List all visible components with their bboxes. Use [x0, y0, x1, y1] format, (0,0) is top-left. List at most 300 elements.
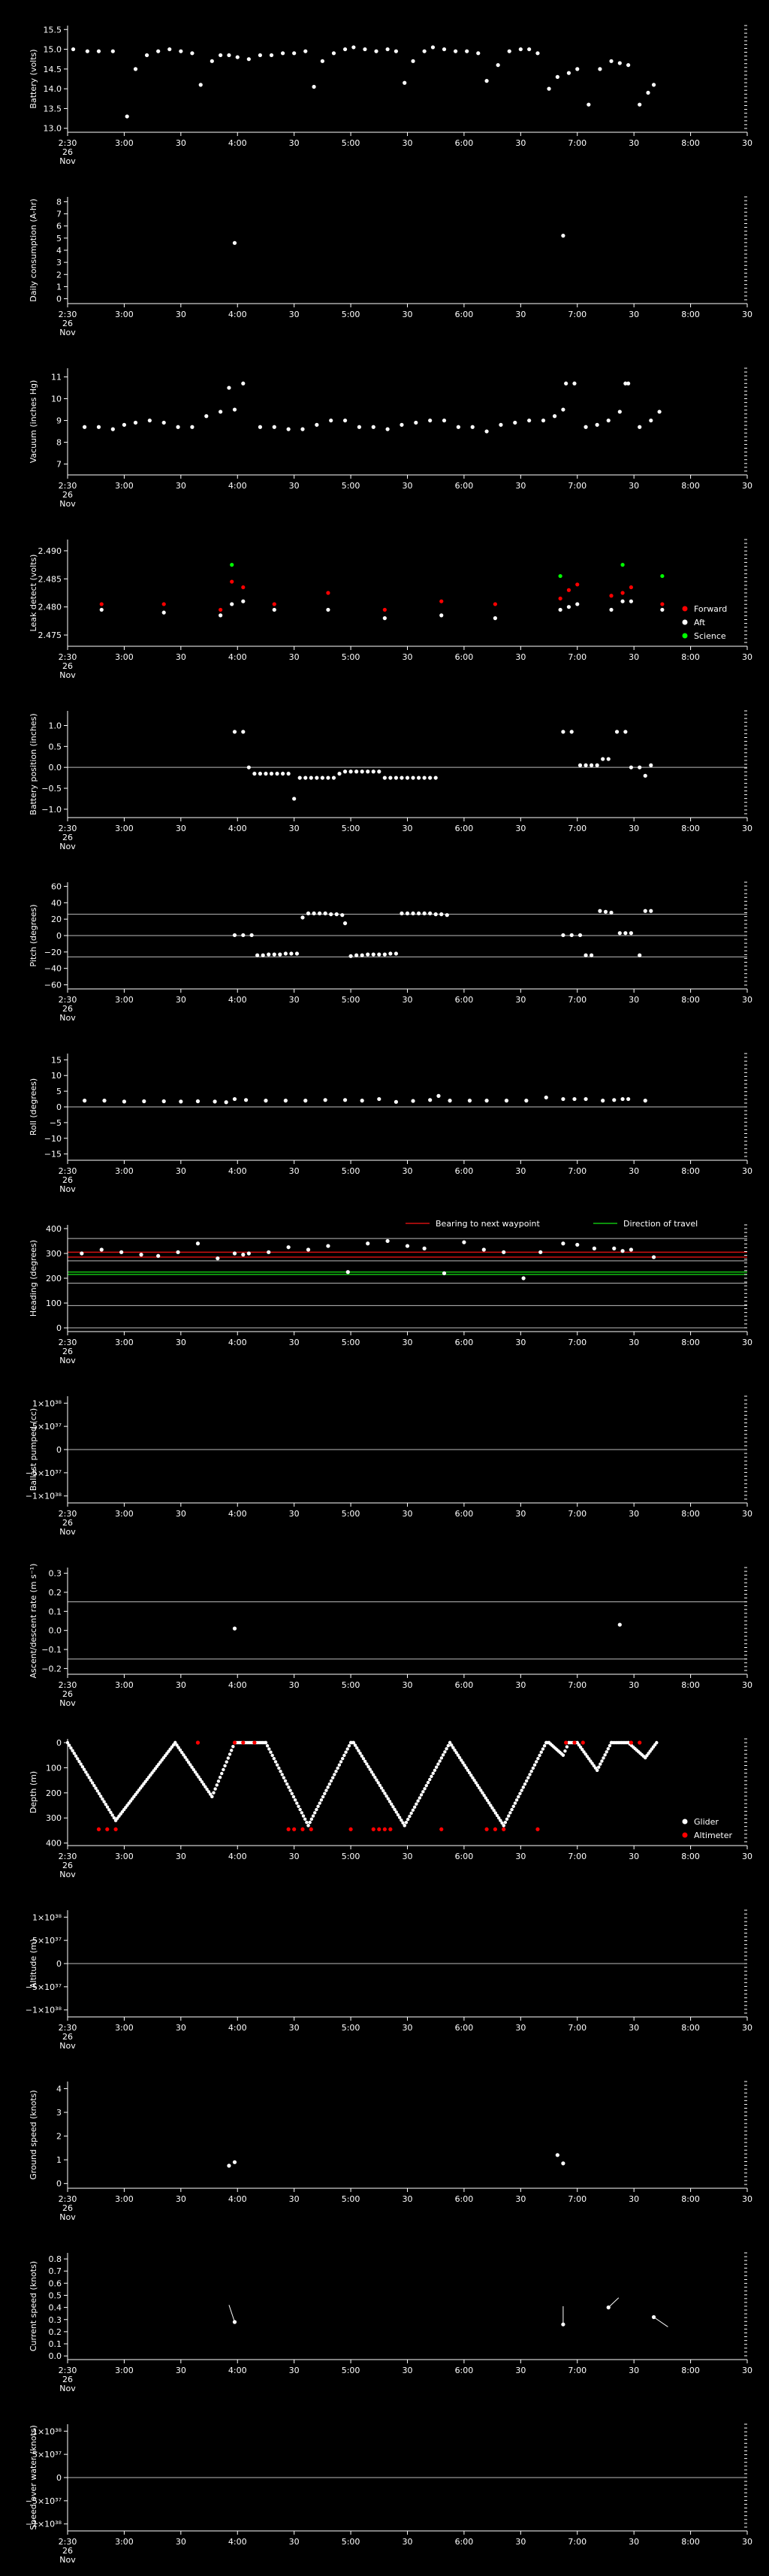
- x-tick-label: 5:00: [341, 2366, 360, 2375]
- x-tick-label: 30: [175, 1509, 186, 1519]
- data-point: [292, 51, 296, 55]
- data-point: [196, 1740, 200, 1744]
- data-point: [638, 103, 641, 107]
- y-axis-label: Roll (degrees): [29, 1078, 38, 1136]
- data-point: [527, 419, 531, 422]
- data-point: [342, 1754, 345, 1757]
- x-tick-label: 4:00: [228, 138, 247, 148]
- x-tick-label: Nov: [59, 499, 76, 509]
- x-tick-label: 4:00: [228, 2023, 247, 2033]
- x-tick-label: 5:00: [341, 1338, 360, 1347]
- data-point: [528, 1773, 531, 1776]
- data-point: [216, 1256, 219, 1260]
- x-tick-label: 30: [288, 2366, 300, 2375]
- data-point: [607, 1747, 610, 1750]
- y-tick-label: 0.8: [48, 2254, 62, 2265]
- data-point: [354, 954, 358, 957]
- data-point: [298, 776, 302, 779]
- data-point: [561, 407, 565, 411]
- legend-label: Bearing to next waypoint: [436, 1219, 540, 1229]
- data-point: [608, 1744, 611, 1747]
- data-point: [559, 597, 562, 600]
- data-point: [326, 591, 330, 594]
- y-tick-label: 13.0: [43, 123, 62, 134]
- x-tick-label: 2:30: [58, 2194, 77, 2204]
- x-tick-label: 30: [742, 1680, 752, 1690]
- data-point: [162, 1099, 166, 1103]
- x-tick-label: 2:30: [58, 652, 77, 662]
- x-tick-label: 30: [629, 2366, 640, 2375]
- data-point: [241, 382, 245, 385]
- data-point: [223, 1764, 226, 1767]
- data-point: [336, 1767, 339, 1770]
- data-point: [309, 776, 313, 779]
- data-point: [279, 1770, 282, 1773]
- data-point: [601, 757, 605, 760]
- data-point: [162, 611, 166, 615]
- x-tick-label: 7:00: [568, 1509, 587, 1519]
- x-tick-label: 30: [629, 652, 640, 662]
- data-point: [273, 1757, 276, 1760]
- data-point: [316, 1805, 319, 1808]
- data-point: [219, 410, 222, 413]
- y-tick-label: −5×10³⁷: [25, 2496, 62, 2506]
- x-tick-label: 30: [175, 995, 186, 1005]
- y-tick-label: 0: [56, 1102, 62, 1112]
- data-point: [100, 602, 104, 606]
- data-point: [638, 425, 641, 429]
- x-tick-label: Nov: [59, 1527, 76, 1537]
- x-tick-label: 5:00: [341, 2194, 360, 2204]
- x-tick-label: 8:00: [681, 2366, 700, 2375]
- data-point: [377, 1828, 381, 1831]
- data-point: [629, 931, 633, 935]
- x-tick-label: 6:00: [454, 1509, 474, 1519]
- y-tick-label: 0.7: [48, 2266, 62, 2277]
- data-point: [343, 1098, 347, 1102]
- y-tick-label: 2.480: [38, 602, 62, 612]
- y-tick-label: 0: [56, 1445, 62, 1455]
- data-point: [618, 410, 622, 413]
- data-point: [604, 910, 608, 914]
- data-point: [388, 1828, 392, 1831]
- x-tick-label: 6:00: [454, 1338, 474, 1347]
- data-point: [241, 585, 245, 589]
- data-point: [514, 1801, 517, 1804]
- data-point: [439, 912, 443, 916]
- data-point: [409, 1812, 412, 1815]
- y-axis-label: Vacuum (inches Hg): [29, 379, 38, 464]
- data-point: [618, 931, 622, 935]
- x-tick-label: 2:30: [58, 138, 77, 148]
- data-point: [388, 951, 392, 955]
- y-tick-label: 20: [51, 915, 62, 925]
- data-point: [567, 605, 571, 609]
- chart-panel-9: [0, 1548, 769, 1719]
- data-point: [513, 421, 517, 425]
- x-tick-label: 30: [402, 310, 413, 319]
- y-tick-label: 0.5: [48, 2290, 62, 2301]
- data-point: [540, 1751, 543, 1754]
- data-point: [439, 613, 443, 617]
- y-axis-label: Ballast pumped (cc): [29, 1407, 38, 1492]
- data-point: [443, 1750, 446, 1753]
- data-point: [366, 1241, 369, 1245]
- y-tick-label: −60: [44, 980, 62, 990]
- data-point: [403, 1824, 406, 1827]
- data-point: [344, 1751, 347, 1754]
- legend-label: Altimeter: [694, 1831, 733, 1840]
- data-point: [320, 1798, 323, 1801]
- x-tick-label: 26: [62, 319, 73, 328]
- data-point: [587, 103, 590, 107]
- x-tick-label: 30: [515, 1166, 526, 1176]
- y-tick-label: −40: [44, 963, 62, 974]
- x-tick-label: 2:30: [58, 310, 77, 319]
- x-tick-label: 26: [62, 2375, 73, 2384]
- x-tick-label: 8:00: [681, 995, 700, 1005]
- y-tick-label: 7: [56, 209, 62, 219]
- data-point: [584, 425, 587, 429]
- y-tick-label: 2.475: [38, 630, 62, 641]
- data-point: [415, 1802, 418, 1805]
- data-point: [590, 763, 593, 767]
- x-tick-label: 30: [742, 2366, 752, 2375]
- data-point: [406, 776, 409, 779]
- x-tick-label: 30: [742, 1509, 752, 1519]
- x-tick-label: 8:00: [681, 2023, 700, 2033]
- data-point: [405, 1821, 408, 1824]
- data-point: [343, 419, 347, 422]
- y-tick-label: 0: [56, 1959, 62, 1969]
- data-point: [287, 1785, 290, 1788]
- data-point: [547, 87, 550, 91]
- data-point: [434, 912, 438, 916]
- data-point: [564, 382, 568, 385]
- legend-label: Forward: [694, 604, 728, 614]
- data-point: [593, 1247, 596, 1250]
- x-tick-label: 30: [515, 138, 526, 148]
- data-point: [658, 410, 662, 413]
- data-point: [386, 1239, 390, 1243]
- data-point: [522, 1276, 526, 1280]
- y-axis-label: Pitch (degrees): [29, 904, 38, 967]
- x-tick-label: 5:00: [341, 481, 360, 491]
- data-point: [620, 600, 624, 603]
- x-tick-label: Nov: [59, 2212, 76, 2222]
- data-point: [408, 1815, 411, 1818]
- data-point: [425, 1784, 428, 1787]
- legend-swatch: [683, 620, 688, 625]
- data-point: [306, 1247, 310, 1251]
- data-point: [484, 79, 488, 83]
- data-point: [567, 588, 571, 592]
- data-point: [561, 234, 565, 237]
- x-tick-label: 30: [742, 995, 752, 1005]
- data-point: [421, 1790, 424, 1793]
- data-point: [561, 1097, 565, 1101]
- data-point: [618, 1622, 622, 1626]
- data-point: [442, 47, 446, 51]
- y-tick-label: 5×10³⁷: [32, 2450, 62, 2460]
- x-tick-label: 4:00: [228, 310, 247, 319]
- y-tick-label: 1×10³⁸: [32, 2426, 62, 2437]
- data-point: [71, 47, 75, 51]
- data-point: [533, 1763, 536, 1766]
- data-point: [584, 954, 587, 957]
- data-point: [363, 47, 366, 51]
- x-tick-label: 5:00: [341, 1852, 360, 1861]
- data-point: [564, 1740, 568, 1744]
- data-point: [484, 1099, 488, 1102]
- x-tick-label: 30: [402, 2366, 413, 2375]
- data-point: [312, 85, 315, 89]
- data-point: [505, 1099, 508, 1102]
- x-tick-label: 30: [288, 2194, 300, 2204]
- data-point: [80, 1251, 83, 1255]
- data-point: [515, 1798, 518, 1801]
- x-tick-label: 3:00: [115, 1852, 134, 1861]
- data-point: [423, 1787, 426, 1790]
- x-tick-label: 30: [629, 1338, 640, 1347]
- x-tick-label: 4:00: [228, 652, 247, 662]
- data-point: [247, 766, 251, 769]
- data-point: [196, 1099, 200, 1103]
- data-point: [190, 425, 194, 429]
- data-point: [267, 953, 270, 957]
- x-tick-label: 30: [742, 1166, 752, 1176]
- data-point: [394, 951, 398, 955]
- data-point: [372, 1828, 375, 1831]
- y-axis-label: Altitude (m): [29, 1939, 38, 1988]
- data-point: [439, 600, 443, 603]
- data-point: [383, 616, 387, 620]
- x-tick-label: 6:00: [454, 310, 474, 319]
- data-point: [596, 423, 599, 427]
- x-tick-label: 30: [175, 2537, 186, 2547]
- x-tick-label: 30: [402, 138, 413, 148]
- data-point: [252, 1740, 256, 1744]
- data-point: [553, 414, 556, 418]
- x-tick-label: 30: [288, 2023, 300, 2033]
- data-point: [386, 47, 390, 51]
- data-point: [303, 776, 307, 779]
- data-point: [360, 954, 364, 957]
- x-tick-label: 2:30: [58, 1338, 77, 1347]
- y-tick-label: 9: [56, 416, 62, 426]
- y-tick-label: 0.2: [48, 1587, 62, 1598]
- x-tick-label: 30: [742, 481, 752, 491]
- data-point: [598, 67, 602, 71]
- data-point: [343, 47, 347, 51]
- x-tick-label: 7:00: [568, 652, 587, 662]
- data-point: [333, 1773, 336, 1776]
- data-point: [638, 766, 641, 769]
- x-tick-label: 6:00: [454, 2537, 474, 2547]
- data-point: [219, 613, 222, 617]
- y-axis-label: Ascent/descent rate (m s⁻¹): [29, 1563, 38, 1679]
- data-point: [341, 1757, 344, 1760]
- data-point: [400, 423, 403, 427]
- data-point: [241, 1740, 245, 1744]
- data-point: [233, 730, 237, 733]
- data-point: [258, 772, 262, 776]
- x-tick-label: 5:00: [341, 824, 360, 833]
- data-point: [462, 1241, 466, 1244]
- data-point: [602, 1756, 605, 1759]
- y-tick-label: 13.5: [43, 104, 62, 114]
- data-point: [97, 425, 101, 429]
- y-tick-label: 0: [56, 2473, 62, 2483]
- data-point: [411, 1099, 415, 1102]
- x-tick-label: 30: [742, 2194, 752, 2204]
- legend-swatch: [683, 633, 688, 639]
- data-point: [219, 608, 222, 612]
- data-point: [199, 83, 203, 86]
- data-point: [318, 1801, 321, 1804]
- data-point: [428, 776, 432, 779]
- data-point: [264, 1741, 267, 1744]
- data-point: [233, 1627, 237, 1631]
- data-point: [134, 67, 137, 71]
- data-point: [570, 730, 574, 733]
- data-point: [427, 1781, 430, 1784]
- data-point: [179, 50, 182, 53]
- data-point: [247, 57, 251, 61]
- y-tick-label: −1×10³⁸: [25, 2519, 62, 2529]
- data-point: [284, 1099, 288, 1102]
- data-point: [119, 1250, 123, 1254]
- x-tick-label: 30: [742, 2023, 752, 2033]
- data-point: [372, 953, 375, 957]
- legend-label: Science: [694, 631, 726, 641]
- data-point: [340, 913, 344, 917]
- x-tick-label: 3:00: [115, 824, 134, 833]
- data-point: [605, 1750, 608, 1753]
- legend-label: Aft: [694, 618, 706, 627]
- data-point: [255, 954, 259, 957]
- data-point: [111, 428, 115, 431]
- x-tick-label: 7:00: [568, 481, 587, 491]
- x-tick-label: 30: [515, 1509, 526, 1519]
- x-tick-label: 30: [288, 310, 300, 319]
- x-tick-label: 8:00: [681, 2194, 700, 2204]
- data-point: [626, 382, 630, 385]
- legend-swatch: [683, 1833, 688, 1838]
- y-tick-label: 8: [56, 437, 62, 448]
- x-tick-label: 30: [629, 1852, 640, 1861]
- data-point: [493, 616, 497, 620]
- data-point: [100, 608, 104, 612]
- data-point: [544, 1096, 548, 1099]
- data-point: [584, 1097, 587, 1101]
- data-point: [394, 50, 398, 53]
- data-point: [330, 1779, 333, 1782]
- x-tick-label: 26: [62, 2546, 73, 2556]
- y-tick-label: 100: [46, 1299, 62, 1309]
- data-point: [270, 53, 273, 57]
- data-point: [507, 1814, 510, 1817]
- data-point: [607, 419, 611, 422]
- x-tick-label: 30: [515, 824, 526, 833]
- x-tick-label: 8:00: [681, 310, 700, 319]
- x-tick-label: 30: [742, 1338, 752, 1347]
- data-point: [348, 769, 352, 773]
- data-point: [360, 769, 364, 773]
- x-tick-label: 2:30: [58, 1166, 77, 1176]
- data-point: [618, 61, 622, 65]
- x-tick-label: 6:00: [454, 824, 474, 833]
- x-tick-label: 30: [742, 138, 752, 148]
- y-axis-label: Current speed (knots): [29, 2260, 38, 2352]
- x-tick-label: 30: [742, 310, 752, 319]
- y-tick-label: 200: [46, 1274, 62, 1283]
- chart-panel-12: [0, 2062, 769, 2233]
- data-point: [231, 1745, 234, 1748]
- data-point: [660, 608, 664, 612]
- data-point: [287, 1828, 291, 1831]
- data-point: [233, 1097, 237, 1101]
- x-tick-label: 30: [402, 1166, 413, 1176]
- data-point: [289, 951, 293, 955]
- data-point: [428, 419, 432, 422]
- data-point: [278, 953, 282, 957]
- data-point: [329, 912, 333, 916]
- y-tick-label: 4: [56, 2084, 62, 2094]
- chart-panel-10: [0, 1719, 769, 1891]
- y-tick-label: 1.0: [48, 721, 62, 731]
- chart-panel-3: [0, 520, 769, 691]
- data-point: [575, 1243, 579, 1247]
- data-point: [623, 931, 627, 935]
- data-point: [114, 1828, 118, 1831]
- y-tick-label: 0: [56, 1738, 62, 1749]
- data-point: [563, 1749, 566, 1752]
- data-point: [601, 1099, 605, 1102]
- data-point: [612, 1247, 616, 1250]
- data-point: [609, 59, 613, 63]
- data-point: [335, 912, 339, 916]
- x-tick-label: Nov: [59, 1356, 76, 1365]
- data-point: [241, 933, 245, 937]
- data-point: [596, 1769, 599, 1772]
- data-point: [273, 425, 276, 429]
- x-tick-label: 7:00: [568, 310, 587, 319]
- data-point: [100, 1247, 104, 1251]
- x-tick-label: 30: [515, 310, 526, 319]
- y-tick-label: 2: [56, 270, 62, 280]
- x-tick-label: 30: [175, 1338, 186, 1347]
- data-point: [420, 1793, 423, 1796]
- data-point: [629, 1247, 633, 1251]
- data-point: [660, 602, 664, 606]
- data-point: [284, 951, 288, 955]
- data-point: [105, 1828, 109, 1831]
- data-point: [287, 1245, 291, 1249]
- data-point: [227, 385, 231, 389]
- data-point: [300, 915, 304, 919]
- data-point: [394, 1100, 398, 1104]
- data-point: [244, 1098, 248, 1102]
- data-point: [493, 602, 497, 606]
- y-axis-label: Speed over water (knots): [29, 2425, 38, 2530]
- x-tick-label: 3:00: [115, 481, 134, 491]
- data-point: [527, 47, 531, 51]
- x-tick-label: 3:00: [115, 2366, 134, 2375]
- data-point: [562, 1754, 565, 1757]
- data-point: [536, 1757, 539, 1760]
- data-point: [448, 1099, 451, 1102]
